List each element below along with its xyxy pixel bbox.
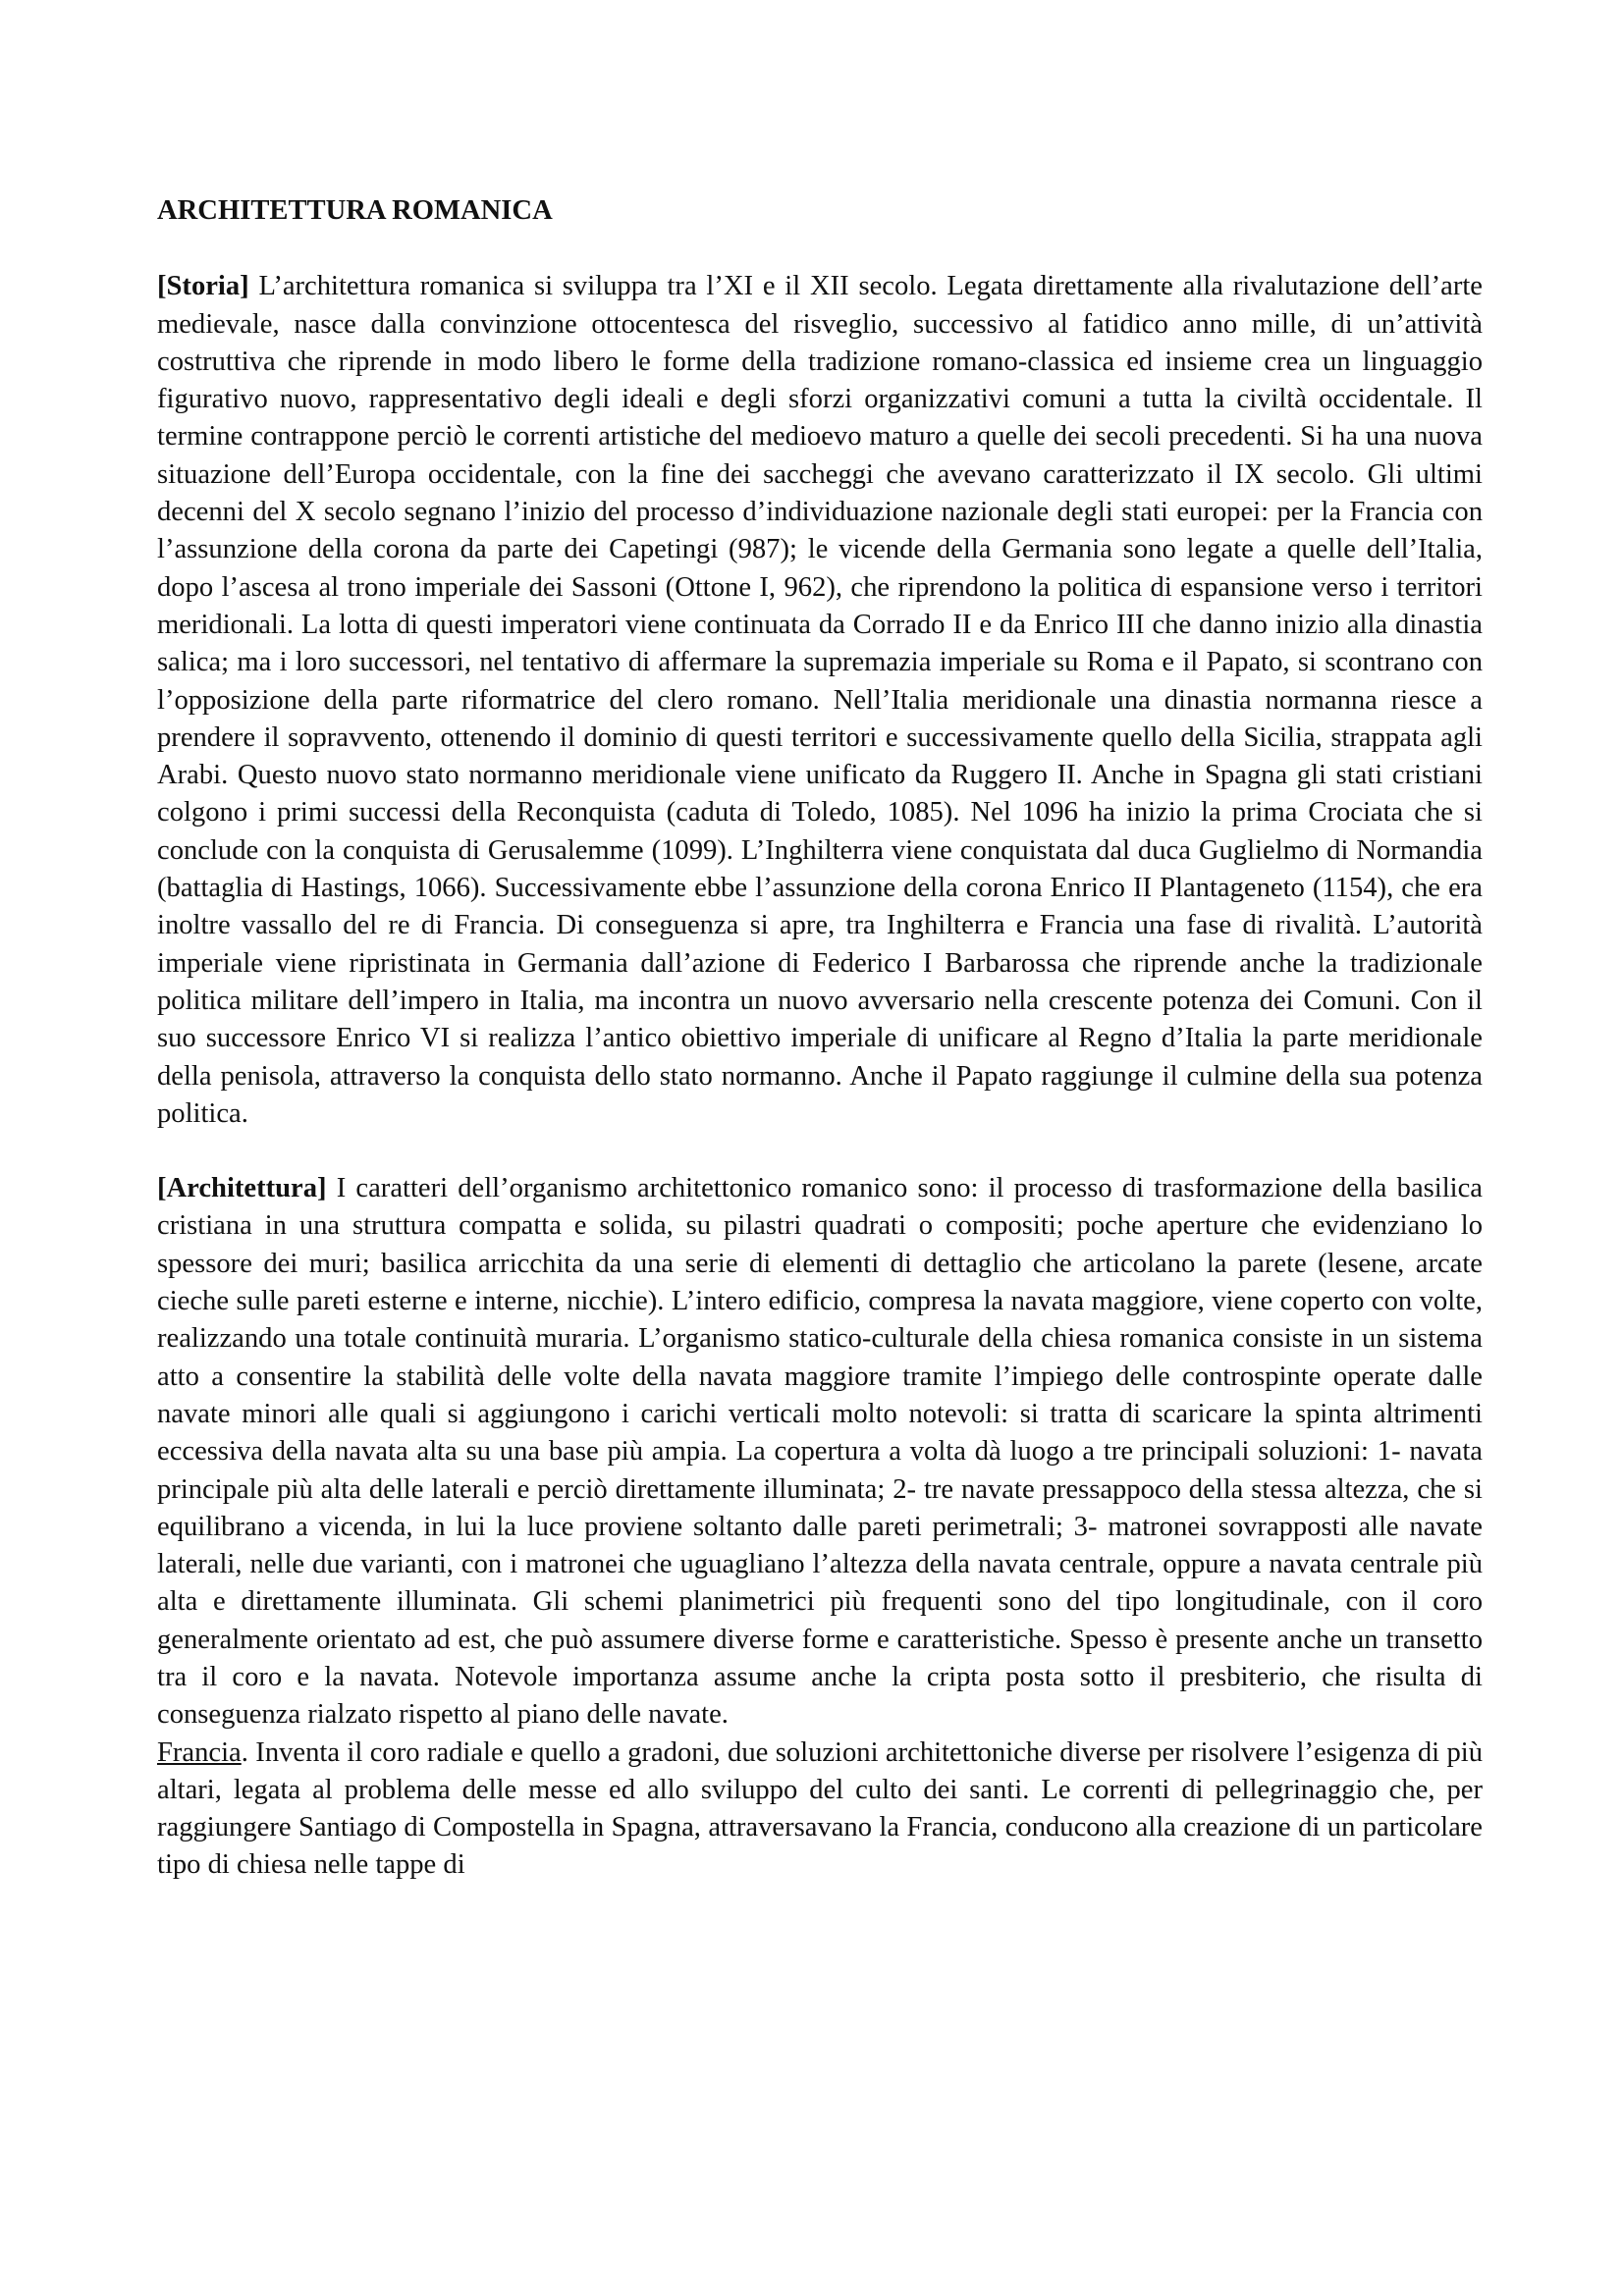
- section-tag-architettura: [Architettura]: [157, 1173, 327, 1204]
- section-tag-francia: Francia: [157, 1736, 242, 1768]
- paragraph-architettura: [157, 1170, 1483, 1734]
- paragraph-francia: [157, 1735, 1483, 1885]
- paragraph-storia: [157, 268, 1483, 1133]
- document-title: ARCHITETTURA ROMANICA: [157, 195, 553, 226]
- paragraph-storia-text: L’architettura romanica si sviluppa tra l’XI e il XII secolo. Legata direttamente alla rivalutazione dell’arte medievale, nasce dalla convinzione ottocentesca del risveglio, successivo al fatidico anno mille, di un’attività costruttiva che riprende in modo libero le forme della tradizione romano-classica ed insieme crea un linguaggio figurativo nuovo, rappresentativo degli ideali e degli sforzi organizzativi comuni a tutta la civiltà occidentale. Il termine contrappone perciò le correnti artistiche del medioevo maturo a quelle dei secoli precedenti. Si ha una nuova situazione dell’Europa occidentale, con la fine dei saccheggi che avevano caratterizzato il IX secolo. Gli ultimi decenni del X secolo segnano l’inizio del processo d’individuazione nazionale degli stati europei: per la Francia con l’assunzione della corona da parte dei Capetingi (987); le vicende della Germania sono legate a quelle dell’Italia, dopo l’ascesa al trono imperiale dei Sassoni (Ottone I, 962), che riprendono la politica di espansione verso i territori meridionali. La lotta di questi imperatori viene continuata da Corrado II e da Enrico III che danno inizio alla dinastia salica; ma i loro successori, nel tentativo di affermare la supremazia imperiale su Roma e il Papato, si scontrano con l’opposizione della parte riformatrice del clero romano. Nell’Italia meridionale una dinastia normanna riesce a prendere il sopravvento, ottenendo il dominio di questi territori e successivamente quello della Sicilia, strappata agli Arabi. Questo nuovo stato normanno meridionale viene unificato da Ruggero II. Anche in Spagna gli stati cristiani colgono i primi successi della Reconquista (caduta di Toledo, 1085). Nel 1096 ha inizio la prima Crociata che si conclude con la conquista di Gerusalemme (1099). L’Inghilterra viene conquistata dal duca Guglielmo di Normandia (battaglia di Hastings, 1066). Successivamente ebbe l’assunzione della corona Enrico II Plantageneto (1154), che era inoltre vassallo del re di Francia. Di conseguenza si apre, tra Inghilterra e Francia una fase di rivalità. L’autorità imperiale viene ripristinata in Germania dall’azione di Federico I Barbarossa che riprende anche la tradizionale politica militare dell’impero in Italia, ma incontra un nuovo avversario nella crescente potenza dei Comuni. Con il suo successore Enrico VI si realizza l’antico obiettivo imperiale di unificare al Regno d’Italia la parte meridionale della penisola, attraverso la conquista dello stato normanno. Anche il Papato raggiunge il culmine della sua potenza politica.: [157, 271, 1483, 1129]
- document-body: [157, 192, 1483, 1885]
- section-tag-storia: [Storia]: [157, 271, 249, 302]
- paragraph-architettura-text: I caratteri dell’organismo architettonico romanico sono: il processo di trasformazione della basilica cristiana in una struttura compatta e solida, su pilastri quadrati o compositi; poche aperture che evidenziano lo spessore dei muri; basilica arricchita da una serie di elementi di dettaglio che articolano la parete (lesene, arcate cieche sulle pareti esterne e interne, nicchie). L’intero edificio, compresa la navata maggiore, viene coperto con volte, realizzando una totale continuità muraria. L’organismo statico-culturale della chiesa romanica consiste in un sistema atto a consentire la stabilità delle volte della navata maggiore tramite l’impiego delle controspinte operate dalle navate minori alle quali si aggiungono i carichi verticali molto notevoli: si tratta di scaricare la spinta altrimenti eccessiva della navata alta su una base più ampia. La copertura a volta dà luogo a tre principali soluzioni: 1- navata principale più alta delle laterali e perciò direttamente illuminata; 2- tre navate pressappoco della stessa altezza, che si equilibrano a vicenda, in lui la luce proviene soltanto dalle pareti perimetrali; 3- matronei sovrapposti alle navate laterali, nelle due varianti, con i matronei che uguagliano l’altezza della navata centrale, oppure a navata centrale più alta e direttamente illuminata. Gli schemi planimetrici più frequenti sono del tipo longitudinale, con il coro generalmente orientato ad est, che può assumere diverse forme e caratteristiche. Spesso è presente anche un transetto tra il coro e la navata. Notevole importanza assume anche la cripta posta sotto il presbiterio, che risulta di conseguenza rialzato rispetto al piano delle navate.: [157, 1173, 1483, 1731]
- paragraph-francia-text: . Inventa il coro radiale e quello a gradoni, due soluzioni architettoniche diverse per risolvere l’esigenza di più altari, legata al problema delle messe ed allo sviluppo del culto dei santi. Le correnti di pellegrinaggio che, per raggiungere Santiago di Compostella in Spagna, attraversavano la Francia, conducono alla creazione di un particolare tipo di chiesa nelle tappe di: [157, 1736, 1483, 1881]
